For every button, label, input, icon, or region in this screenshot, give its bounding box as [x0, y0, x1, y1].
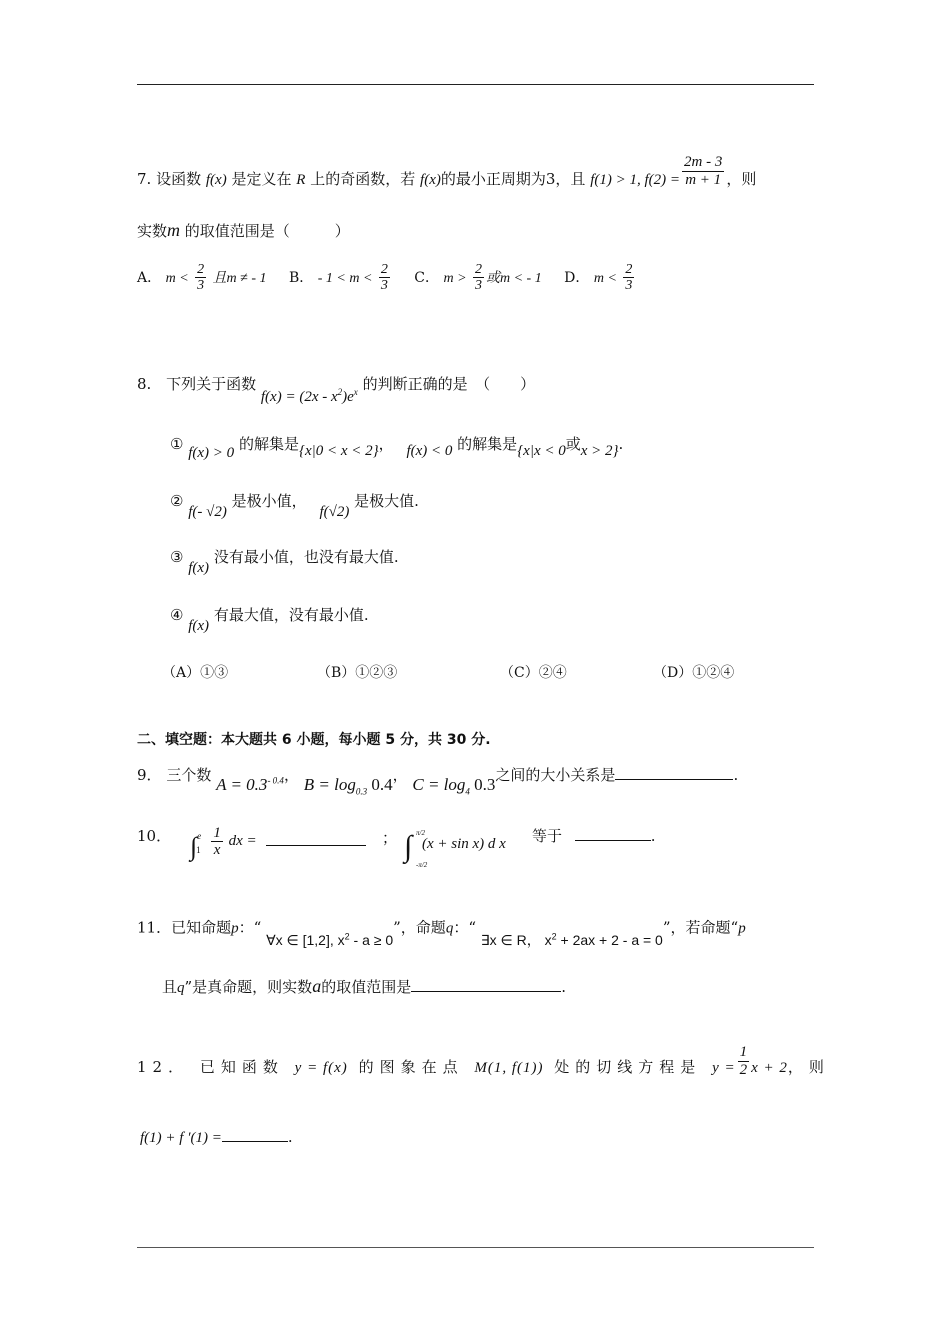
q10-answer-blank-1[interactable] — [266, 845, 366, 846]
q12-text: 已知函数 — [199, 1058, 284, 1076]
q7-fraction-numerator: 2m - 3 — [684, 154, 723, 170]
q9-text: 三个数 — [166, 766, 212, 784]
q9-answer-blank[interactable] — [615, 779, 733, 780]
q7-text: 的最小正周期为3，且 — [440, 170, 586, 188]
q11-line2 — [162, 977, 566, 996]
q9-C-sub: 4 — [465, 786, 470, 797]
q9-number: 9． — [137, 766, 162, 784]
bottom-rule — [137, 1247, 814, 1248]
q8-s2-text: 是极大值. — [354, 492, 419, 510]
section-title: 二、填空题：本大题共 6 小题，每小题 5 分，共 30 分. — [137, 732, 491, 748]
q8-s3-text: 没有最小值，也没有最大值. — [213, 548, 399, 566]
q7-fx: f(x) — [420, 172, 441, 188]
fraction-numerator: 2 — [380, 262, 388, 277]
fraction-denominator: 3 — [380, 278, 388, 294]
q11-text: ”，命题 — [393, 918, 446, 937]
q9-A — [216, 775, 284, 794]
q8-stem — [137, 375, 536, 405]
q10-integral-1 — [190, 824, 257, 869]
q12-end: . — [287, 1128, 293, 1146]
q8-s1-expr: f(x) > 0 — [188, 445, 235, 461]
q8-s2-expr: f(- √2) — [188, 504, 227, 520]
q11-a: a — [312, 976, 322, 996]
q11-prop-q2-end: + 2ax + 2 - a = 0 — [556, 931, 663, 948]
q11-text: 已知命题 — [171, 918, 232, 937]
circled-four: ④ — [170, 606, 184, 624]
q7-option-d: m < — [593, 270, 617, 286]
q11-prop-q2: x — [544, 931, 552, 948]
q7-line2 — [137, 221, 350, 239]
fraction-numerator: 1 — [739, 1044, 748, 1060]
circled-one: ① — [170, 435, 184, 453]
q10-fraction — [211, 825, 223, 859]
q7-number: 7. — [137, 170, 152, 188]
q11-number: 11． — [137, 918, 172, 937]
q8-function-sup: 2 — [337, 387, 343, 397]
q7-text: ，则 — [726, 170, 757, 188]
q8-option-c: （C）②④ — [500, 665, 567, 681]
q9-line — [137, 766, 739, 797]
q12-number: 12． — [137, 1058, 190, 1076]
fraction-numerator: 2 — [197, 262, 205, 277]
q9-B — [303, 775, 393, 797]
q7-option-a-label: A． — [137, 269, 162, 286]
q7-option-b-label: B． — [288, 269, 314, 286]
q11-prop-q-sep: ， — [526, 931, 541, 948]
q7-option-a-fraction — [195, 262, 206, 294]
q7-text: 实数 — [137, 222, 168, 240]
q8-text: 的判断正确的是 （ ） — [362, 375, 536, 393]
q8-option-a: （A）①③ — [162, 665, 229, 681]
q11-text: 且 — [162, 978, 178, 996]
q7-option-a-tail: 且m ≠ - 1 — [212, 270, 267, 286]
q8-s3-expr: f(x) — [188, 560, 210, 576]
fraction-denominator: x — [213, 842, 221, 859]
q11-answer-blank[interactable] — [411, 991, 561, 992]
q12-text: 处的切线方程是 — [554, 1058, 702, 1076]
q11-prop-q1: ∃x ∈ R — [480, 931, 527, 948]
q8-statement-1 — [170, 435, 624, 461]
q12-y: y = — [712, 1060, 736, 1076]
q8-s1-text: ， — [378, 435, 394, 453]
q9-C — [412, 775, 496, 797]
q7-option-c: m > — [443, 270, 467, 286]
q8-statement-4 — [170, 606, 369, 634]
q10-int1-upper: e — [197, 831, 202, 841]
q8-option-b-wrap — [317, 666, 397, 680]
q12-function: y = f(x) — [294, 1060, 348, 1076]
q11-p2: p — [738, 920, 746, 937]
q11-prop-q — [481, 932, 663, 948]
q8-statement-3 — [170, 548, 399, 576]
q8-statement-2 — [170, 492, 419, 520]
q11-p: p — [231, 920, 239, 937]
q11-prop-q2-sup: 2 — [551, 931, 557, 941]
q7-option-b: - 1 < m < — [317, 270, 373, 286]
fraction-denominator: 3 — [474, 278, 482, 294]
q8-function-exp: x — [353, 387, 358, 397]
q12-text: 的图象在点 — [358, 1058, 464, 1076]
q12-fraction — [738, 1044, 750, 1078]
q8-options — [162, 666, 228, 680]
q11-q: q — [445, 920, 454, 937]
q12-answer-blank[interactable] — [222, 1141, 288, 1142]
q8-s1-text: 的解集是 — [457, 435, 518, 453]
q12-point: M(1, f(1)) — [474, 1060, 544, 1076]
q11-line1 — [137, 918, 746, 948]
q7-fraction — [682, 154, 724, 188]
q9-B-body: B = log — [303, 775, 356, 794]
fraction-denominator: 3 — [625, 278, 633, 294]
integral-sign: ∫ — [190, 832, 198, 861]
q10-int2-lower: -π/2 — [416, 861, 428, 869]
q10-tail — [532, 829, 656, 844]
q7-m: m — [167, 220, 181, 240]
q9-B-arg: 0.4 — [371, 775, 393, 794]
q10-number: 10． — [137, 827, 172, 845]
q12-expr: f(1) + f ′(1) = — [140, 1130, 222, 1146]
q7-option-d-fraction — [623, 262, 634, 294]
q8-s1-set2-end: x > 2} — [580, 443, 619, 459]
q10-answer-blank-2[interactable] — [575, 840, 651, 841]
q8-s1-set: {x|0 < x < 2} — [298, 443, 379, 459]
q11-text: 的取值范围是 — [321, 978, 412, 996]
q8-option-c-wrap — [500, 666, 567, 680]
q10-int1-tail: dx = — [228, 833, 257, 849]
q9-B-sub: 0.3 — [355, 786, 368, 797]
q8-number: 8. — [137, 375, 152, 393]
q8-s1-set2: {x|x < 0 — [517, 443, 566, 459]
q11-prop-p-sup: 2 — [344, 931, 350, 941]
q7-options — [137, 262, 636, 294]
q10-semicolon: ； — [382, 829, 398, 847]
fraction-numerator: 1 — [213, 824, 221, 841]
q7-option-c-label: C． — [414, 269, 440, 286]
q7-fx: f(x) — [205, 172, 227, 188]
q11-text: ”是真命题，则实数 — [184, 978, 313, 996]
q8-function-body: f(x) = (2x - x — [260, 389, 338, 405]
q11-text: ：“ — [238, 918, 262, 937]
q8-s1-expr2: f(x) < 0 — [406, 443, 453, 459]
circled-three: ③ — [170, 548, 184, 566]
q7-R: R — [296, 172, 306, 188]
q11-end: . — [561, 978, 566, 996]
q8-option-d-wrap — [653, 666, 734, 680]
q11-text: ”，若命题“ — [662, 918, 739, 937]
q10-int2-body: (x + sin x) d x — [421, 836, 506, 852]
q11-text: ：“ — [453, 918, 476, 937]
q11-q2: q — [177, 980, 185, 996]
q9-A-exp: - 0.4 — [267, 775, 284, 786]
q7-line1 — [137, 154, 757, 188]
q7-text: 上的奇函数，若 — [310, 170, 416, 188]
q8-function — [261, 389, 358, 405]
q8-s1-text: 或 — [565, 435, 581, 453]
q8-s4-text: 有最大值，没有最小值. — [213, 606, 369, 624]
circled-two: ② — [170, 492, 184, 510]
q12-tail: x + 2 — [751, 1060, 788, 1076]
q10-integral-2 — [404, 829, 506, 869]
q7-option-b-fraction — [379, 262, 390, 294]
fraction-denominator: 2 — [739, 1061, 748, 1078]
q10-int2-upper: π/2 — [416, 829, 425, 837]
q8-text: 下列关于函数 — [166, 375, 257, 393]
q7-option-a: m < — [165, 270, 189, 286]
q10-int1-lower: 1 — [196, 845, 201, 855]
q12-text: ，则 — [787, 1058, 830, 1076]
q8-s2-text: 是极小值， — [231, 492, 307, 510]
q9-end: . — [733, 766, 739, 784]
q7-text: 是定义在 — [231, 170, 292, 188]
q10-text: 等于 — [532, 827, 563, 845]
q8-option-b: （B）①②③ — [317, 665, 398, 681]
q8-function-end: )e — [342, 389, 354, 405]
q7-condition: f(1) > 1, f(2) = — [590, 172, 681, 188]
fraction-numerator: 2 — [474, 262, 482, 277]
q8-s2-expr2: f(√2) — [319, 504, 350, 520]
q11-prop-p-end: - a ≥ 0 — [349, 931, 394, 948]
top-rule — [137, 84, 814, 85]
q11-prop-p-body: ∀x ∈ [1,2], x — [266, 931, 345, 948]
q9-sep: ， — [283, 766, 299, 784]
q8-s1-end: . — [618, 435, 624, 453]
q9-A-body: A = 0.3 — [216, 775, 268, 794]
q12-line2 — [140, 1130, 293, 1146]
q10-blank-1-wrap — [266, 834, 366, 849]
q9-C-arg: 0.3 — [474, 775, 496, 794]
integral-sign: ∫ — [404, 830, 413, 863]
q8-option-d: （D）①②④ — [653, 665, 735, 681]
q10-end: . — [650, 827, 656, 845]
q12-line1 — [137, 1044, 830, 1078]
q7-option-c-fraction — [473, 262, 484, 294]
q9-sep: ， — [392, 766, 408, 784]
q8-s4-expr: f(x) — [188, 618, 210, 634]
q7-text: 的取值范围是（ ） — [184, 222, 350, 240]
q7-option-d-label: D． — [564, 269, 590, 286]
q7-text: 设函数 — [156, 170, 202, 188]
fraction-denominator: 3 — [197, 278, 205, 294]
q9-text: 之间的大小关系是 — [495, 766, 616, 784]
q8-s1-text: 的解集是 — [238, 435, 299, 453]
fraction-numerator: 2 — [625, 262, 633, 277]
q11-prop-p — [266, 932, 393, 948]
q9-C-body: C = log — [412, 775, 466, 794]
q7-fraction-denominator: m + 1 — [685, 171, 722, 188]
q7-option-c-tail: 或m < - 1 — [485, 270, 542, 286]
